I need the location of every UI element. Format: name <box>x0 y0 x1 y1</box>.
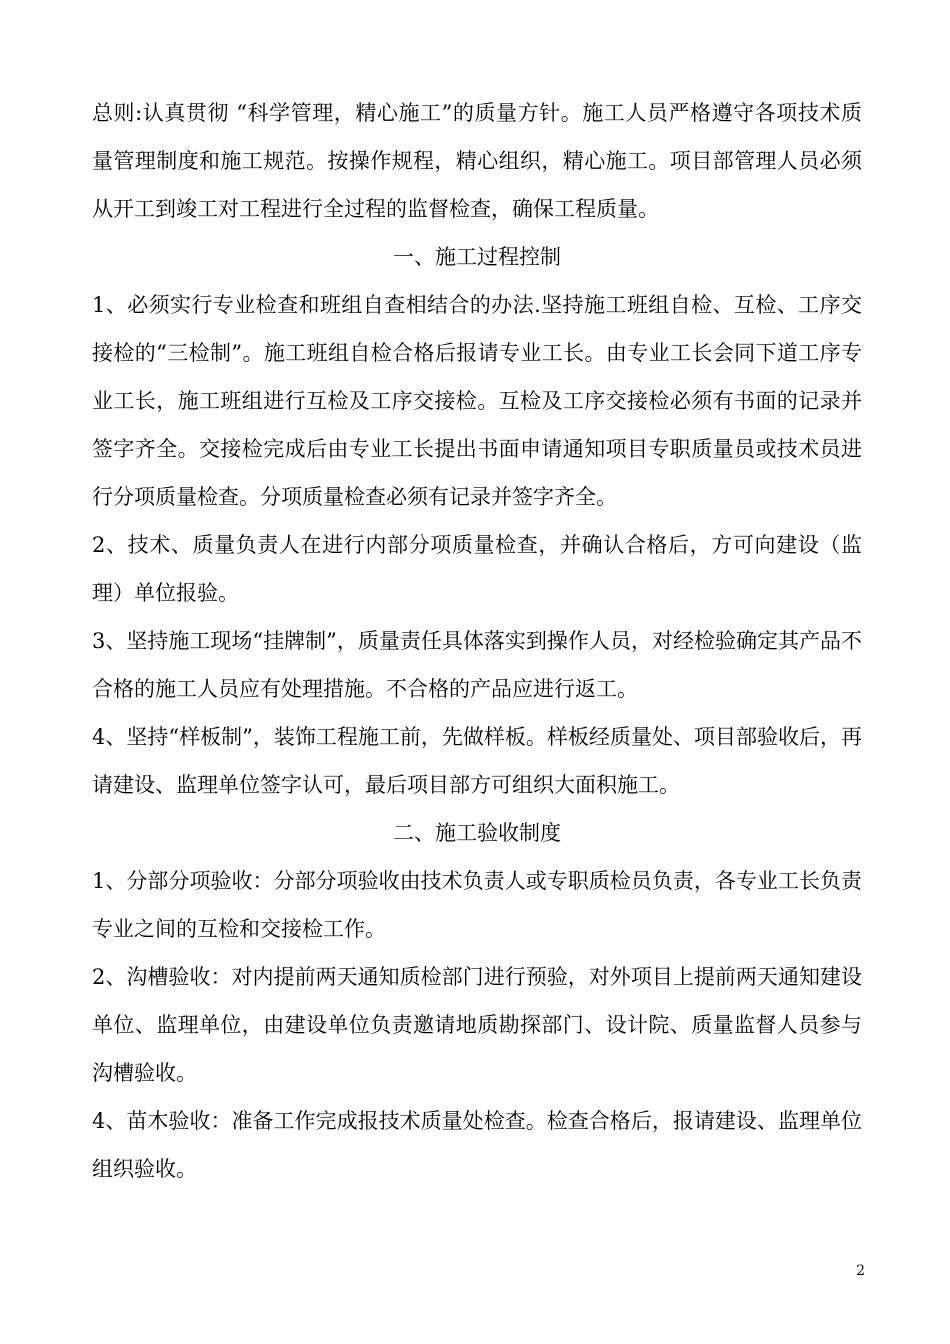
section1-item-2: 2、技术、质量负责人在进行内部分项质量检查，并确认合格后，方可向建设（监理）单位报验。 <box>92 533 862 605</box>
section2-item-1: 1、分部分项验收：分部分项验收由技术负责人或专职质检员负责，各专业工长负责专业之间的互检和交接检工作。 <box>92 869 862 941</box>
section1-item-1: 1、必须实行专业检查和班组自查相结合的办法.坚持施工班组自检、互检、工序交接检的“三检制”。施工班组自检合格后报请专业工长。由专业工长会同下道工序专业工长，施工班组进行互检及工序交接检。互检及工序交接检必须有书面的记录并签字齐全。交接检完成后由专业工长提出书面申请通知项目专职质量员或技术员进行分项质量检查。分项质量检查必须有记录并签字齐全。 <box>92 293 862 509</box>
section-heading-acceptance-system: 二、施工验收制度 <box>393 821 561 845</box>
section-heading-construction-process-control: 一、施工过程控制 <box>393 245 561 269</box>
intro-paragraph: 总则:认真贯彻 “科学管理，精心施工”的质量方针。施工人员严格遵守各项技术质量管理制度和施工规范。按操作规程，精心组织，精心施工。项目部管理人员必须从开工到竣工对工程进行全过程的监督检查，确保工程质量。 <box>92 101 862 221</box>
section1-item-4: 4、坚持“样板制”，装饰工程施工前，先做样板。样板经质量处、项目部验收后，再请建设、监理单位签字认可，最后项目部方可组织大面积施工。 <box>92 725 862 797</box>
section2-item-3: 4、苗木验收：准备工作完成报技术质量处检查。检查合格后，报请建设、监理单位组织验收。 <box>92 1109 862 1181</box>
section2-item-2: 2、沟槽验收：对内提前两天通知质检部门进行预验，对外项目上提前两天通知建设单位、监理单位，由建设单位负责邀请地质勘探部门、设计院、质量监督人员参与沟槽验收。 <box>92 965 862 1085</box>
document-body <box>92 89 862 1193</box>
section1-item-3: 3、坚持施工现场“挂牌制”，质量责任具体落实到操作人员，对经检验确定其产品不合格的施工人员应有处理措施。不合格的产品应进行返工。 <box>92 629 862 701</box>
page-number: 2 <box>856 1263 865 1279</box>
